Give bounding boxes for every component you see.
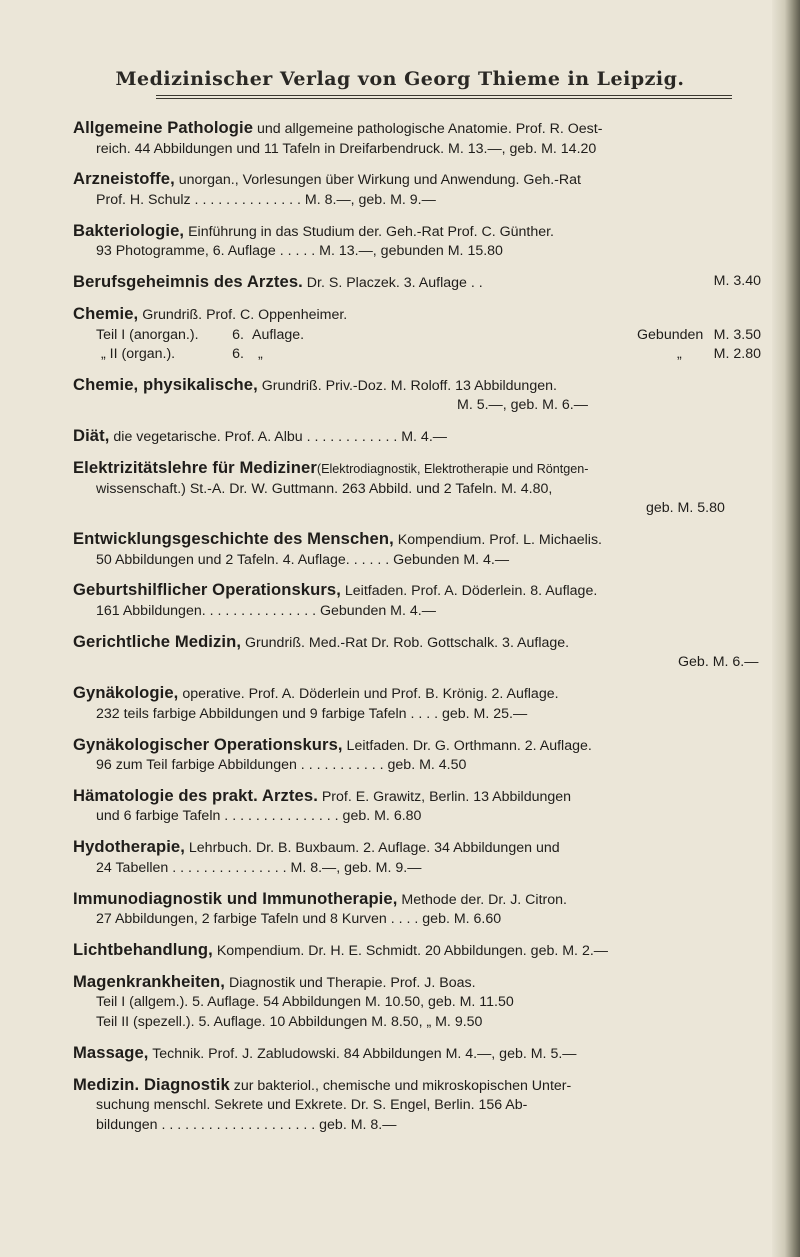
book-price: geb. M. 5.80 [646,500,725,517]
volume-price: M. 3.50 [713,326,761,343]
book-title: Medizin. Diagnostik [73,1074,230,1094]
volume-price: M. 2.80 [713,346,761,363]
book-description: zur bakteriol., chemische und mikroskopischen Unter- [229,1077,572,1094]
book-details: und 6 farbige Tafeln . . . . . . . . . . . . . . . geb. M. 6.80 [96,808,422,825]
book-details: 27 Abbildungen, 2 farbige Tafeln und 8 Kurven . . . . geb. M. 6.60 [96,911,502,928]
book-entry [73,1043,761,1065]
book-entry [73,837,761,878]
book-volume: Teil II (spezell.). 5. Auflage. 10 Abbildungen M. 8.50, „ M. 9.50 [96,1013,483,1030]
book-title: Elektrizitätslehre für Mediziner [73,458,317,478]
volume-row [73,326,761,346]
book-description: Prof. E. Grawitz, Berlin. 13 Abbildungen [317,788,572,805]
book-title: Berufsgeheimnis des Arztes. [73,272,303,292]
book-details: suchung menschl. Sekrete und Exkrete. Dr. S. Engel, Berlin. 156 Ab- [96,1097,528,1114]
book-price: M. 5.—, geb. M. 6.— [457,397,588,414]
book-description: Lehrbuch. Dr. B. Buxbaum. 2. Auflage. 34 Abbildungen und [184,840,560,857]
book-title: Arzneistoffe, [73,169,175,189]
book-description: Grundriß. Med.-Rat Dr. Rob. Gottschalk. 3. Auflage. [241,634,570,651]
book-title: Geburtshilflicher Operationskurs, [73,580,341,600]
book-title: Magenkrankheiten, [73,971,226,991]
book-details: 232 teils farbige Abbildungen und 9 farbige Tafeln . . . . geb. M. 25.— [96,705,528,722]
book-title: Allgemeine Pathologie [73,118,254,137]
book-description: Diagnostik und Therapie. Prof. J. Boas. [225,974,476,991]
book-title: Hämatologie des prakt. Arztes. [73,785,318,805]
book-description: Einführung in das Studium der. Geh.-Rat Prof. C. Günther. [184,223,554,240]
volume-auflage: Auflage. [252,326,305,343]
book-title: Gynäkologischer Operationskurs, [73,734,343,754]
book-details: reich. 44 Abbildungen und 11 Tafeln in Dreifarbendruck. M. 13.—, geb. M. 14.20 [96,140,597,157]
book-description: die vegetarische. Prof. A. Albu . . . . . . . . . . . . M. 4.— [109,429,447,446]
book-entry [73,683,761,724]
book-entry [73,735,761,776]
volume-binding: „ [677,346,682,363]
book-description: unorgan., Vorlesungen über Wirkung und Anwendung. Geh.-Rat [174,172,581,189]
book-entry [73,304,761,365]
book-details: 50 Abbildungen und 2 Tafeln. 4. Auflage. . . . . . Gebunden M. 4.— [96,551,510,568]
book-description: Grundriß. Prof. C. Oppenheimer. [138,306,348,323]
header-rule [156,95,732,96]
book-entry [73,529,761,570]
book-entry [73,972,761,1033]
book-title: Lichtbehandlung, [73,940,213,959]
book-description: Methode der. Dr. J. Citron. [397,891,567,908]
book-entry [73,118,761,159]
header-rule-thin [156,98,732,99]
book-description: Technik. Prof. J. Zabludowski. 84 Abbildungen M. 4.—, geb. M. 5.— [148,1045,577,1062]
book-price: Geb. M. 6.— [678,654,759,671]
book-entry [73,632,761,673]
volume-part: „ II (organ.). [101,346,176,363]
book-description: und allgemeine pathologische Anatomie. Prof. R. Oest- [253,121,603,137]
book-entry [73,889,761,930]
book-description: Leitfaden. Dr. G. Orthmann. 2. Auflage. [342,737,592,754]
book-description: operative. Prof. A. Döderlein und Prof. B. Krönig. 2. Auflage. [178,686,559,703]
volume-edition: 6. [232,346,244,363]
book-details: wissenschaft.) St.-A. Dr. W. Guttmann. 263 Abbild. und 2 Tafeln. M. 4.80, [96,480,553,497]
book-entry [73,458,761,519]
book-details: Prof. H. Schulz . . . . . . . . . . . . . . M. 8.—, geb. M. 9.— [96,191,436,208]
book-entry: Berufsgeheimnis des Arztes. Dr. S. Placzek. 3. Auflage . . M. 3.40 [73,272,761,292]
book-title: Diät, [73,426,110,446]
volume-edition: 6. [232,326,244,343]
book-title: Bakteriologie, [73,220,185,240]
publisher-header: Medizinischer Verlag von Georg Thieme in Leipzig. [115,68,685,90]
book-entry [73,375,761,416]
book-volume: Teil I (allgem.). 5. Auflage. 54 Abbildungen M. 10.50, geb. M. 11.50 [96,994,514,1011]
book-entry [73,169,761,210]
volume-row [73,345,761,365]
book-description: Dr. S. Placzek. 3. Auflage [302,275,467,292]
book-entry [73,786,761,827]
book-title: Entwicklungsgeschichte des Menschen, [73,529,394,548]
book-title: Immunodiagnostik und Immunotherapie, [73,888,398,908]
book-description: Grundriß. Priv.-Doz. M. Roloff. 13 Abbildungen. [257,377,557,394]
book-title: Chemie, [73,303,139,323]
book-title: Gynäkologie, [73,683,179,703]
book-description: Leitfaden. Prof. A. Döderlein. 8. Auflage. [340,583,598,600]
book-description: Kompendium. Prof. L. Michaelis. [393,532,602,548]
book-title: Massage, [73,1042,149,1062]
book-entry [73,940,761,962]
book-entry [73,426,761,448]
book-title: Hydotherapie, [73,837,185,857]
book-entry [73,1075,761,1136]
book-details: 96 zum Teil farbige Abbildungen . . . . . . . . . . . geb. M. 4.50 [96,757,467,774]
volume-auflage: „ [258,346,263,363]
book-description: Kompendium. Dr. H. E. Schmidt. 20 Abbildungen. geb. M. 2.— [212,943,608,959]
book-title: Gerichtliche Medizin, [73,631,242,651]
book-details: 24 Tabellen . . . . . . . . . . . . . . . M. 8.—, geb. M. 9.— [96,859,422,876]
book-price: M. 3.40 [713,273,761,290]
book-title: Chemie, physikalische, [73,374,258,394]
book-entry [73,221,761,262]
book-list [73,118,761,1146]
book-description: (Elektrodiagnostik, Elektrotherapie und Röntgen- [316,462,589,477]
book-details: 93 Photogramme, 6. Auflage . . . . . M. 13.—, gebunden M. 15.80 [96,243,503,260]
book-details: bildungen . . . . . . . . . . . . . . . . . . . . geb. M. 8.— [96,1116,397,1133]
book-entry [73,580,761,621]
volume-binding: Gebunden [637,326,704,343]
page-edge-shadow [772,0,800,1257]
volume-part: Teil I (anorgan.). [96,326,199,343]
book-details: 161 Abbildungen. . . . . . . . . . . . . . . Gebunden M. 4.— [96,602,436,619]
